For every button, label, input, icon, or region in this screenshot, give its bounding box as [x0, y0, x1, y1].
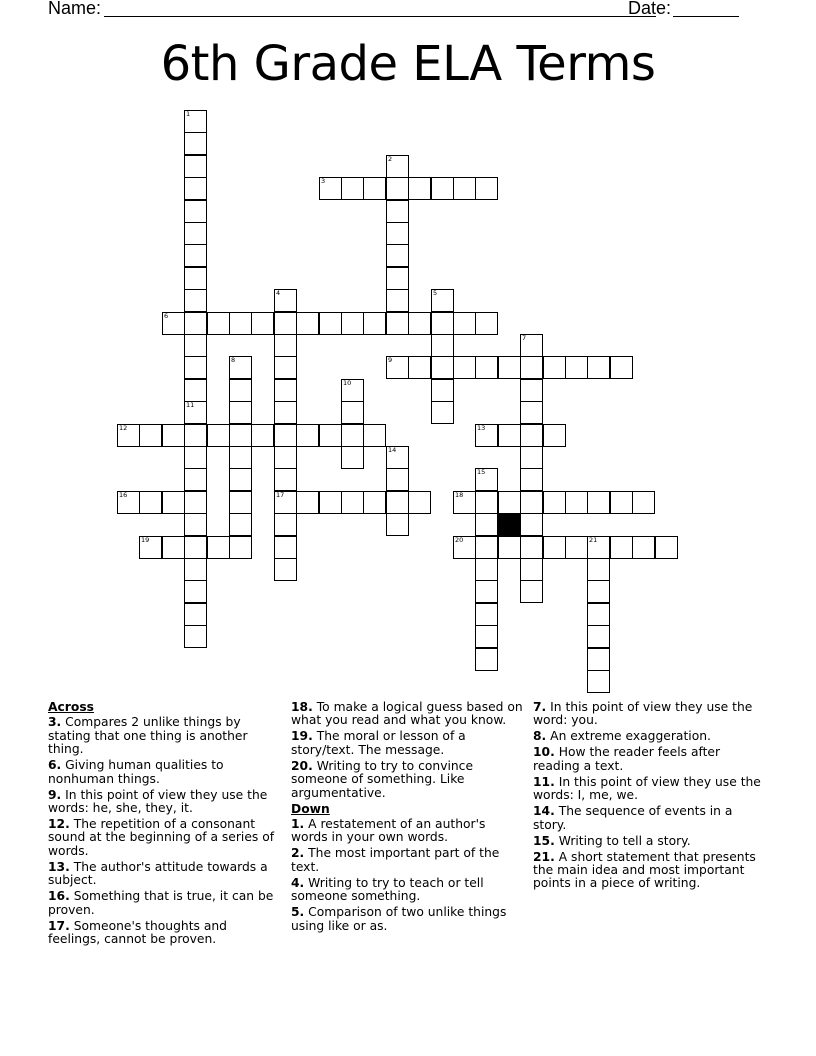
- crossword-cell[interactable]: [184, 558, 207, 581]
- crossword-cell[interactable]: [543, 491, 566, 514]
- crossword-cell[interactable]: [162, 536, 185, 559]
- crossword-cell[interactable]: [520, 424, 543, 447]
- cell-number: 18: [455, 491, 464, 499]
- crossword-cell[interactable]: [274, 536, 297, 559]
- crossword-cell[interactable]: [520, 558, 543, 581]
- crossword-cell[interactable]: [431, 334, 454, 357]
- crossword-cell[interactable]: [453, 312, 476, 335]
- crossword-cell[interactable]: [587, 491, 610, 514]
- clue-number: 17.: [48, 918, 70, 933]
- crossword-cell[interactable]: [184, 580, 207, 603]
- crossword-cell[interactable]: [162, 424, 185, 447]
- crossword-cell[interactable]: [520, 401, 543, 424]
- crossword-cell[interactable]: [207, 424, 230, 447]
- crossword-cell[interactable]: [184, 424, 207, 447]
- crossword-cell[interactable]: [184, 334, 207, 357]
- crossword-cell[interactable]: [655, 536, 678, 559]
- clue-text: Someone's thoughts and feelings, cannot be proven.: [48, 918, 227, 947]
- crossword-cell[interactable]: [498, 491, 521, 514]
- crossword-cell[interactable]: [520, 513, 543, 536]
- crossword-cell[interactable]: [386, 513, 409, 536]
- crossword-cell[interactable]: [162, 312, 185, 335]
- crossword-cell[interactable]: [296, 312, 319, 335]
- crossword-cell[interactable]: [117, 491, 140, 514]
- crossword-cell[interactable]: [431, 289, 454, 312]
- crossword-cell[interactable]: [296, 491, 319, 514]
- cell-number: 1: [186, 110, 191, 118]
- clue-number: 2.: [291, 846, 305, 861]
- crossword-cell[interactable]: [139, 491, 162, 514]
- clue-down: [291, 906, 523, 933]
- cell-number: 15: [477, 468, 486, 476]
- clue-number: 13.: [48, 859, 70, 874]
- clue-text: In this point of view they use the words: I, me, we.: [533, 774, 761, 803]
- crossword-cell[interactable]: [251, 424, 274, 447]
- crossword-cell[interactable]: [139, 424, 162, 447]
- cell-number: 10: [343, 379, 352, 387]
- clue-number: 14.: [533, 804, 555, 819]
- crossword-cell[interactable]: [431, 401, 454, 424]
- crossword-cell[interactable]: [274, 468, 297, 491]
- clue-number: 7.: [533, 700, 547, 714]
- clue-number: 11.: [533, 774, 555, 789]
- down-heading: Down: [291, 801, 330, 816]
- clue-number: 10.: [533, 745, 555, 760]
- crossword-cell[interactable]: [498, 424, 521, 447]
- crossword-cell[interactable]: [341, 424, 364, 447]
- crossword-cell[interactable]: [184, 222, 207, 245]
- crossword-cell[interactable]: [475, 536, 498, 559]
- cell-number: 3: [321, 177, 326, 185]
- clue-text: The sequence of events in a story.: [533, 804, 733, 832]
- crossword-cell[interactable]: [341, 379, 364, 402]
- clue-number: 5.: [291, 905, 305, 920]
- crossword-cell[interactable]: [274, 356, 297, 379]
- clue-text: The most important part of the text.: [291, 846, 500, 874]
- crossword-cell[interactable]: [229, 536, 252, 559]
- clue-across: [48, 818, 280, 858]
- crossword-cell[interactable]: [543, 424, 566, 447]
- crossword-cell[interactable]: [207, 536, 230, 559]
- crossword-cell[interactable]: [431, 312, 454, 335]
- clue-text: The repetition of a consonant sound at the beginning of a series of words.: [48, 817, 275, 858]
- clue-down: [533, 851, 769, 891]
- crossword-cell[interactable]: [431, 379, 454, 402]
- cell-number: 2: [388, 155, 393, 163]
- crossword-cell[interactable]: [520, 468, 543, 491]
- crossword-cell[interactable]: [386, 222, 409, 245]
- crossword-cell[interactable]: [543, 356, 566, 379]
- crossword-cell[interactable]: [475, 177, 498, 200]
- clue-down: [291, 818, 523, 845]
- clue-text: Compares 2 unlike things by stating that one thing is another thing.: [48, 715, 248, 757]
- crossword-cell[interactable]: [632, 491, 655, 514]
- crossword-cell[interactable]: [274, 446, 297, 469]
- clue-down: [533, 776, 769, 803]
- crossword-cell[interactable]: [274, 424, 297, 447]
- crossword-cell[interactable]: [520, 379, 543, 402]
- clue-text: Comparison of two unlike things using like or as.: [291, 905, 507, 933]
- clue-text: How the reader feels after reading a text.: [533, 745, 721, 773]
- clue-across: [48, 920, 280, 947]
- crossword-cell[interactable]: [475, 625, 498, 648]
- crossword-black-cell: [498, 513, 521, 536]
- name-field-line[interactable]: [104, 16, 656, 17]
- crossword-cell[interactable]: [274, 334, 297, 357]
- crossword-cell[interactable]: [475, 468, 498, 491]
- clue-down: [533, 746, 769, 773]
- crossword-cell[interactable]: [274, 312, 297, 335]
- clues-column-1: [48, 701, 280, 949]
- crossword-cell[interactable]: [587, 558, 610, 581]
- crossword-cell[interactable]: [386, 446, 409, 469]
- crossword-cell[interactable]: [386, 289, 409, 312]
- crossword-cell[interactable]: [475, 356, 498, 379]
- crossword-cell[interactable]: [386, 267, 409, 290]
- crossword-cell[interactable]: [475, 491, 498, 514]
- cell-number: 14: [388, 446, 397, 454]
- clue-down: [291, 877, 523, 904]
- clue-number: 20.: [291, 758, 313, 773]
- crossword-cell[interactable]: [117, 424, 140, 447]
- clue-down: [533, 835, 769, 848]
- crossword-cell[interactable]: [229, 401, 252, 424]
- crossword-cell[interactable]: [587, 625, 610, 648]
- crossword-cell[interactable]: [543, 536, 566, 559]
- crossword-cell[interactable]: [341, 491, 364, 514]
- crossword-cell[interactable]: [386, 244, 409, 267]
- crossword-cell[interactable]: [475, 648, 498, 671]
- crossword-cell[interactable]: [229, 424, 252, 447]
- crossword-cell[interactable]: [274, 379, 297, 402]
- crossword-cell[interactable]: [319, 177, 342, 200]
- clue-across: [291, 760, 523, 800]
- crossword-cell[interactable]: [229, 312, 252, 335]
- crossword-cell[interactable]: [565, 536, 588, 559]
- crossword-cell[interactable]: [453, 356, 476, 379]
- crossword-cell[interactable]: [184, 244, 207, 267]
- crossword-cell[interactable]: [341, 401, 364, 424]
- clue-number: 3.: [48, 715, 62, 730]
- crossword-cell[interactable]: [184, 536, 207, 559]
- crossword-cell[interactable]: [274, 558, 297, 581]
- crossword-cell[interactable]: [408, 491, 431, 514]
- clue-number: 19.: [291, 729, 313, 744]
- crossword-cell[interactable]: [587, 580, 610, 603]
- cell-number: 16: [119, 491, 128, 499]
- cell-number: 9: [388, 356, 393, 364]
- crossword-cell[interactable]: [229, 491, 252, 514]
- crossword-cell[interactable]: [341, 446, 364, 469]
- cell-number: 8: [231, 356, 236, 364]
- clue-number: 9.: [48, 787, 62, 802]
- clue-number: 18.: [291, 700, 313, 714]
- clue-text: In this point of view they use the words: he, she, they, it.: [48, 787, 268, 816]
- crossword-cell[interactable]: [274, 401, 297, 424]
- crossword-cell[interactable]: [319, 312, 342, 335]
- crossword-cell[interactable]: [475, 558, 498, 581]
- clue-number: 4.: [291, 875, 305, 890]
- clue-across: [48, 890, 280, 917]
- clue-across: [48, 861, 280, 888]
- clue-across: [291, 730, 523, 757]
- crossword-cell[interactable]: [184, 491, 207, 514]
- crossword-cell[interactable]: [453, 536, 476, 559]
- clue-number: 12.: [48, 817, 70, 832]
- cell-number: 17: [276, 491, 285, 499]
- crossword-cell[interactable]: [565, 356, 588, 379]
- crossword-cell[interactable]: [453, 491, 476, 514]
- crossword-cell[interactable]: [341, 177, 364, 200]
- crossword-cell[interactable]: [475, 424, 498, 447]
- crossword-cell[interactable]: [184, 625, 207, 648]
- crossword-cell[interactable]: [139, 536, 162, 559]
- crossword-cell[interactable]: [610, 491, 633, 514]
- clue-text: Writing to try to teach or tell someone something.: [291, 875, 484, 904]
- crossword-cell[interactable]: [184, 289, 207, 312]
- cell-number: 7: [522, 334, 527, 342]
- cell-number: 19: [141, 536, 150, 544]
- crossword-cell[interactable]: [520, 446, 543, 469]
- clue-number: 16.: [48, 889, 70, 904]
- clues-column-3: [533, 701, 769, 893]
- page-title: 6th Grade ELA Terms: [160, 36, 656, 92]
- crossword-cell[interactable]: [363, 312, 386, 335]
- cell-number: 12: [119, 424, 128, 432]
- name-date-header: [48, 0, 748, 22]
- date-field-line[interactable]: [673, 16, 739, 17]
- across-heading: Across: [48, 700, 94, 714]
- crossword-cell[interactable]: [386, 491, 409, 514]
- crossword-cell[interactable]: [229, 356, 252, 379]
- clue-number: 8.: [533, 729, 547, 744]
- crossword-cell[interactable]: [184, 356, 207, 379]
- clue-text: A restatement of an author's words in your own words.: [291, 817, 486, 845]
- crossword-cell[interactable]: [229, 446, 252, 469]
- crossword-cell[interactable]: [610, 356, 633, 379]
- crossword-cell[interactable]: [386, 177, 409, 200]
- crossword-cell[interactable]: [207, 312, 230, 335]
- clue-number: 1.: [291, 817, 305, 832]
- name-label: Name:: [48, 0, 102, 18]
- cell-number: 5: [433, 289, 438, 297]
- crossword-cell[interactable]: [386, 312, 409, 335]
- crossword-cell[interactable]: [274, 491, 297, 514]
- clue-text: In this point of view they use the word: you.: [533, 700, 753, 728]
- cell-number: 4: [276, 289, 281, 297]
- clue-text: A short statement that presents the main idea and most important points in a piece of writing.: [533, 849, 756, 891]
- crossword-cell[interactable]: [319, 424, 342, 447]
- crossword-cell[interactable]: [363, 177, 386, 200]
- cell-number: 11: [186, 401, 195, 409]
- crossword-cell[interactable]: [587, 356, 610, 379]
- clue-text: To make a logical guess based on what you read and what you know.: [291, 700, 523, 728]
- crossword-cell[interactable]: [453, 177, 476, 200]
- crossword-cell[interactable]: [408, 177, 431, 200]
- clue-text: The author's attitude towards a subject.: [48, 859, 268, 888]
- crossword-cell[interactable]: [184, 379, 207, 402]
- crossword-cell[interactable]: [587, 670, 610, 693]
- crossword-cell[interactable]: [431, 356, 454, 379]
- clue-down: [291, 847, 523, 874]
- crossword-cell[interactable]: [341, 312, 364, 335]
- crossword-cell[interactable]: [520, 334, 543, 357]
- crossword-cell[interactable]: [587, 648, 610, 671]
- crossword-cell[interactable]: [386, 200, 409, 223]
- clue-down: [533, 730, 769, 743]
- clue-number: 15.: [533, 833, 555, 848]
- clues-column-2: [291, 701, 523, 936]
- crossword-cell[interactable]: [408, 356, 431, 379]
- crossword-cell[interactable]: [610, 536, 633, 559]
- crossword-cell[interactable]: [184, 312, 207, 335]
- clue-across: [291, 701, 523, 728]
- crossword-cell[interactable]: [565, 491, 588, 514]
- clue-down: [533, 701, 769, 728]
- crossword-cell[interactable]: [363, 424, 386, 447]
- crossword-cell[interactable]: [475, 603, 498, 626]
- crossword-cell[interactable]: [632, 536, 655, 559]
- crossword-cell[interactable]: [520, 356, 543, 379]
- crossword-cell[interactable]: [184, 401, 207, 424]
- cell-number: 6: [164, 312, 169, 320]
- crossword-cell[interactable]: [229, 513, 252, 536]
- crossword-cell[interactable]: [184, 177, 207, 200]
- date-label: Date:: [628, 0, 672, 18]
- clue-number: 6.: [48, 758, 62, 773]
- crossword-cell[interactable]: [229, 379, 252, 402]
- clue-text: An extreme exaggeration.: [550, 729, 711, 744]
- crossword-cell[interactable]: [475, 580, 498, 603]
- crossword-cell[interactable]: [520, 536, 543, 559]
- crossword-cell[interactable]: [498, 536, 521, 559]
- clue-across: [48, 789, 280, 816]
- crossword-cell[interactable]: [363, 491, 386, 514]
- crossword-cell[interactable]: [184, 110, 207, 133]
- crossword-cell[interactable]: [386, 356, 409, 379]
- crossword-cell[interactable]: [431, 177, 454, 200]
- crossword-cell[interactable]: [162, 491, 185, 514]
- clue-number: 21.: [533, 849, 555, 864]
- crossword-cell[interactable]: [184, 513, 207, 536]
- crossword-cell[interactable]: [184, 132, 207, 155]
- crossword-cell[interactable]: [184, 468, 207, 491]
- cell-number: 20: [455, 536, 464, 544]
- crossword-cell[interactable]: [274, 289, 297, 312]
- crossword-cell[interactable]: [296, 424, 319, 447]
- crossword-cell[interactable]: [408, 312, 431, 335]
- crossword-cell[interactable]: [587, 603, 610, 626]
- crossword-cell[interactable]: [475, 312, 498, 335]
- clue-text: Writing to tell a story.: [558, 833, 691, 848]
- crossword-cell[interactable]: [251, 312, 274, 335]
- crossword-cell[interactable]: [319, 491, 342, 514]
- cell-number: 21: [589, 536, 598, 544]
- crossword-cell[interactable]: [229, 468, 252, 491]
- crossword-cell[interactable]: [386, 468, 409, 491]
- crossword-cell[interactable]: [184, 267, 207, 290]
- crossword-cell[interactable]: [274, 513, 297, 536]
- crossword-cell[interactable]: [184, 446, 207, 469]
- crossword-cell[interactable]: [184, 200, 207, 223]
- clue-text: Writing to try to convince someone of something. Like argumentative.: [291, 758, 474, 800]
- clue-down: [533, 805, 769, 832]
- crossword-cell[interactable]: [475, 513, 498, 536]
- crossword-cell[interactable]: [386, 155, 409, 178]
- crossword-cell[interactable]: [520, 580, 543, 603]
- crossword-cell[interactable]: [184, 155, 207, 178]
- crossword-cell[interactable]: [520, 491, 543, 514]
- clue-text: Giving human qualities to nonhuman things.: [48, 758, 224, 786]
- crossword-cell[interactable]: [184, 603, 207, 626]
- clue-across: [48, 759, 280, 786]
- clue-across: [48, 716, 280, 756]
- cell-number: 13: [477, 424, 486, 432]
- crossword-cell[interactable]: [587, 536, 610, 559]
- crossword-cell[interactable]: [498, 356, 521, 379]
- clue-text: The moral or lesson of a story/text. The message.: [291, 729, 466, 757]
- clue-text: Something that is true, it can be proven.: [48, 889, 274, 917]
